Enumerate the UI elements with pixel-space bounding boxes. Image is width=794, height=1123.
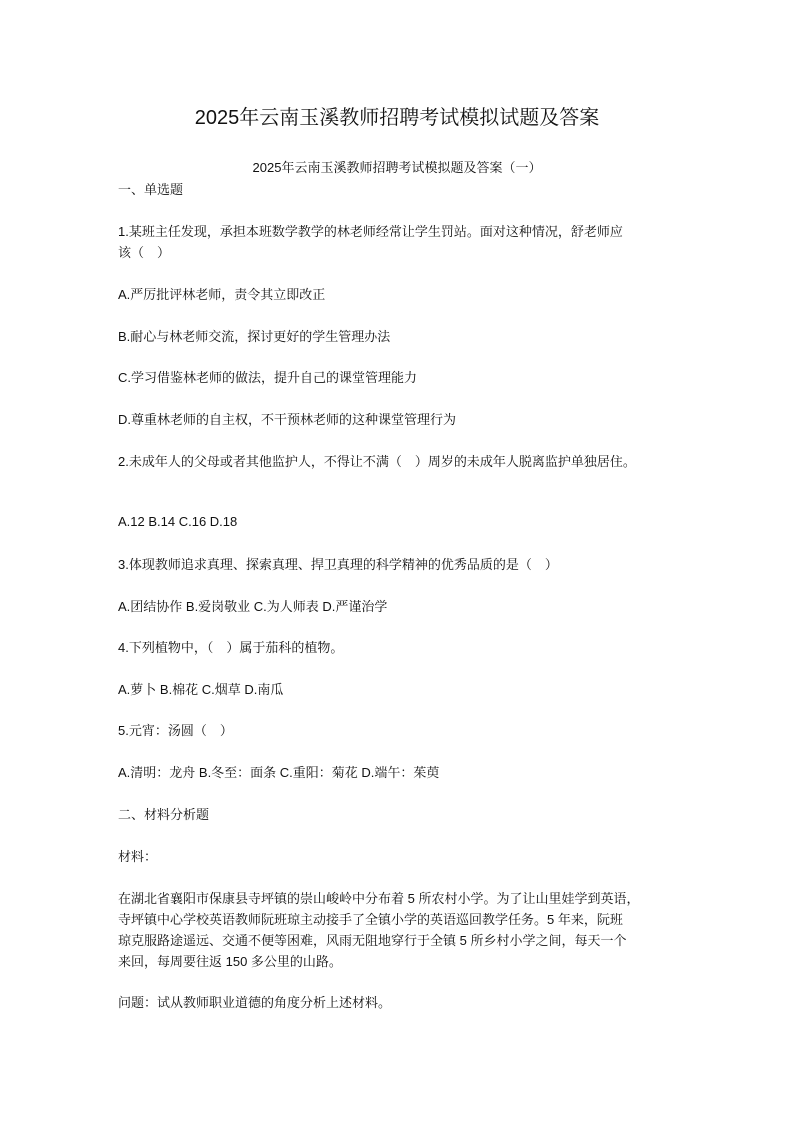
question-4-options: A.萝卜 B.棉花 C.烟草 D.南瓜 [118,682,284,697]
question-3-options: A.团结协作 B.爱岗敬业 C.为人师表 D.严谨治学 [118,599,388,614]
material-line-1: 在湖北省襄阳市保康县寺坪镇的崇山峻岭中分布着 5 所农村小学。为了让山里娃学到英语， [118,891,640,906]
section-heading-single-choice: 一、单选题 [118,182,184,197]
material-line-3: 琼克服路途遥远、交通不便等困难，风雨无阻地穿行于全镇 5 所乡村小学之间，每天一个 [118,933,627,948]
question-2-options: A.12 B.14 C.16 D.18 [118,514,238,529]
question-2: 2.未成年人的父母或者其他监护人，不得让不满（ ）周岁的未成年人脱离监护单独居住。 [118,454,636,469]
material-label: 材料： [118,849,158,864]
section-heading-material-analysis: 二、材料分析题 [118,807,210,822]
question-4: 4.下列植物中，（ ）属于茄科的植物。 [118,640,344,655]
question-1-line-2: 该（ ） [118,245,171,260]
question-1-option-a: A.严厉批评林老师，责令其立即改正 [118,287,326,302]
question-1-option-d: D.尊重林老师的自主权，不干预林老师的这种课堂管理行为 [118,412,457,427]
material-line-2: 寺坪镇中心学校英语教师阮班琼主动接手了全镇小学的英语巡回教学任务。5 年来，阮班 [118,912,623,927]
question-5: 5.元宵：汤圆（ ） [118,723,233,738]
question-1-option-b: B.耐心与林老师交流，探讨更好的学生管理办法 [118,329,391,344]
question-1-option-c: C.学习借鉴林老师的做法，提升自己的课堂管理能力 [118,370,418,385]
document-subtitle: 2025年云南玉溪教师招聘考试模拟题及答案（一） [252,160,542,175]
question-5-options: A.清明：龙舟 B.冬至：面条 C.重阳：菊花 D.端午：茱萸 [118,765,440,780]
material-line-4: 来回，每周要往返 150 多公里的山路。 [118,954,342,969]
analysis-question: 问题：试从教师职业道德的角度分析上述材料。 [118,995,392,1010]
document-title: 2025年云南玉溪教师招聘考试模拟试题及答案 [194,107,600,129]
question-3: 3.体现教师追求真理、探索真理、捍卫真理的科学精神的优秀品质的是（ ） [118,557,558,572]
question-1-line-1: 1.某班主任发现，承担本班数学教学的林老师经常让学生罚站。面对这种情况，舒老师应 [118,224,623,239]
